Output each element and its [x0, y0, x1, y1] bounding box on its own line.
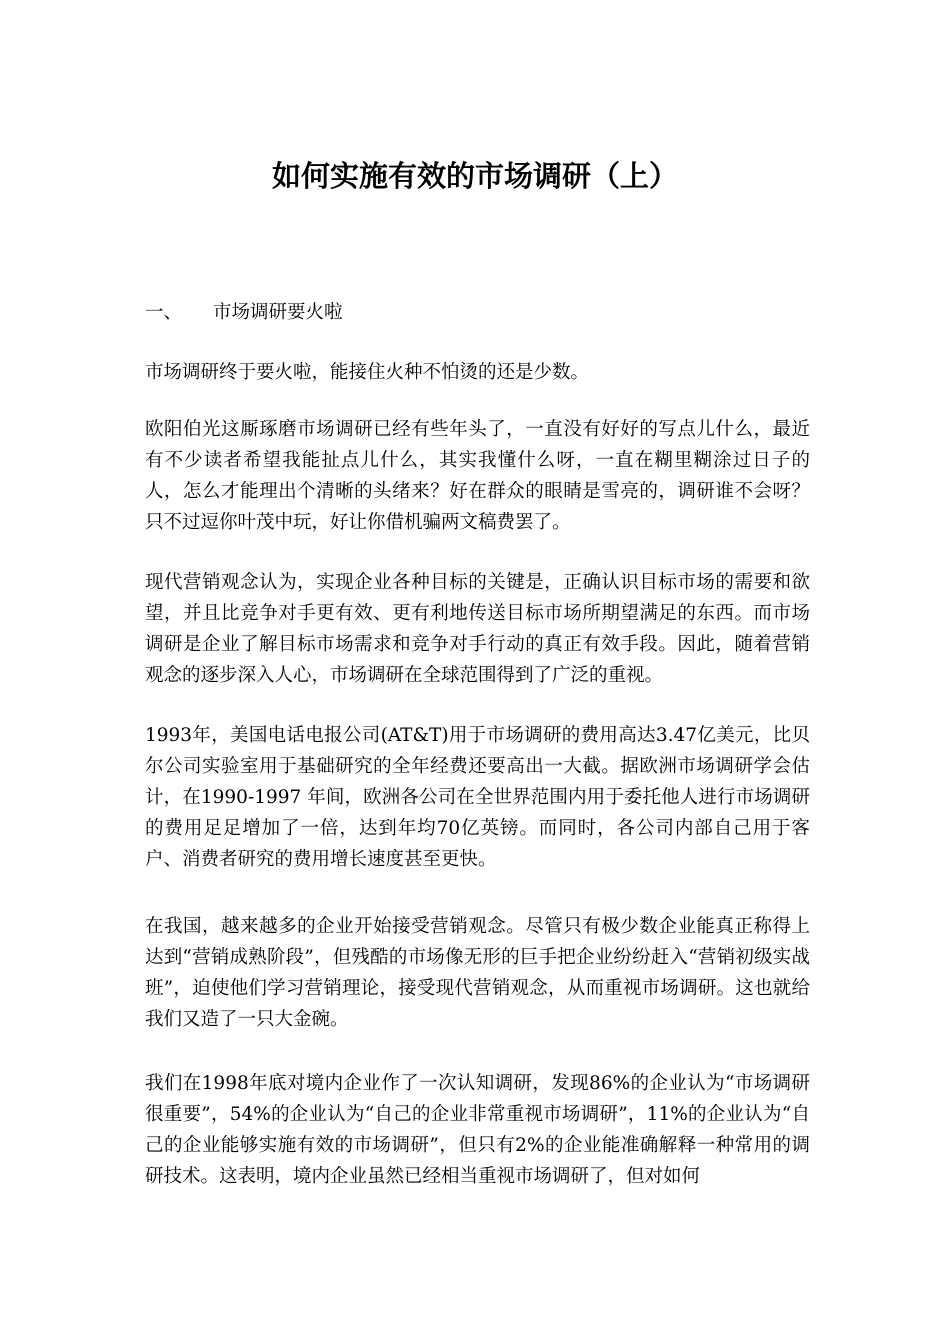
- section-heading: [145, 297, 343, 328]
- paragraph-4: 1993年，美国电话电报公司(AT&T)用于市场调研的费用高达3.47亿美元，比贝尔公司实验室用于基础研究的全年经费还要高出一大截。据欧洲市场调研学会估计，在1990-1997 年间，欧洲各公司在全世界范围内用于委托他人进行市场调研的费用足足增加了一倍，达到年均70亿英镑。而同时，各公司内部自己用于客户、消费者研究的费用增长速度甚至更快。: [145, 725, 810, 870]
- paragraph-3: 现代营销观念认为，实现企业各种目标的关键是，正确认识目标市场的需要和欲望，并且比竞争对手更有效、更有利地传送目标市场所期望满足的东西。而市场调研是企业了解目标市场需求和竞争对手行动的真正有效手段。因此，随着营销观念的逐步深入人心，市场调研在全球范围得到了广泛的重视。: [145, 572, 810, 686]
- paragraph-2: 欧阳伯光这厮琢磨市场调研已经有些年头了，一直没有好好的写点儿什么，最近有不少读者希望我能扯点儿什么，其实我懂什么呀，一直在糊里糊涂过日子的人，怎么才能理出个清晰的头绪来？好在群众的眼睛是雪亮的，调研谁不会呀？只不过逗你叶茂中玩，好让你借机骗两文稿费罢了。: [145, 419, 810, 533]
- section-number: 一、: [145, 302, 183, 323]
- document-title: 如何实施有效的市场调研（上）: [271, 159, 678, 193]
- section-heading-text: 市场调研要火啦: [213, 302, 343, 323]
- paragraph-5: 在我国，越来越多的企业开始接受营销观念。尽管只有极少数企业能真正称得上达到“营销成熟阶段”，但残酷的市场像无形的巨手把企业纷纷赶入“营销初级实战班”，迫使他们学习营销理论，接受现代营销观念，从而重视市场调研。这也就给我们又造了一只大金碗。: [145, 916, 810, 1030]
- paragraph-6: 我们在1998年底对境内企业作了一次认知调研，发现86%的企业认为“市场调研很重要”，54%的企业认为“自己的企业非常重视市场调研”，11%的企业认为“自己的企业能够实施有效的市场调研”，但只有2%的企业能准确解释一种常用的调研技术。这表明，境内企业虽然已经相当重视市场调研了，但对如何: [145, 1073, 810, 1187]
- paragraph-1: 市场调研终于要火啦，能接住火种不怕烫的还是少数。: [145, 362, 590, 383]
